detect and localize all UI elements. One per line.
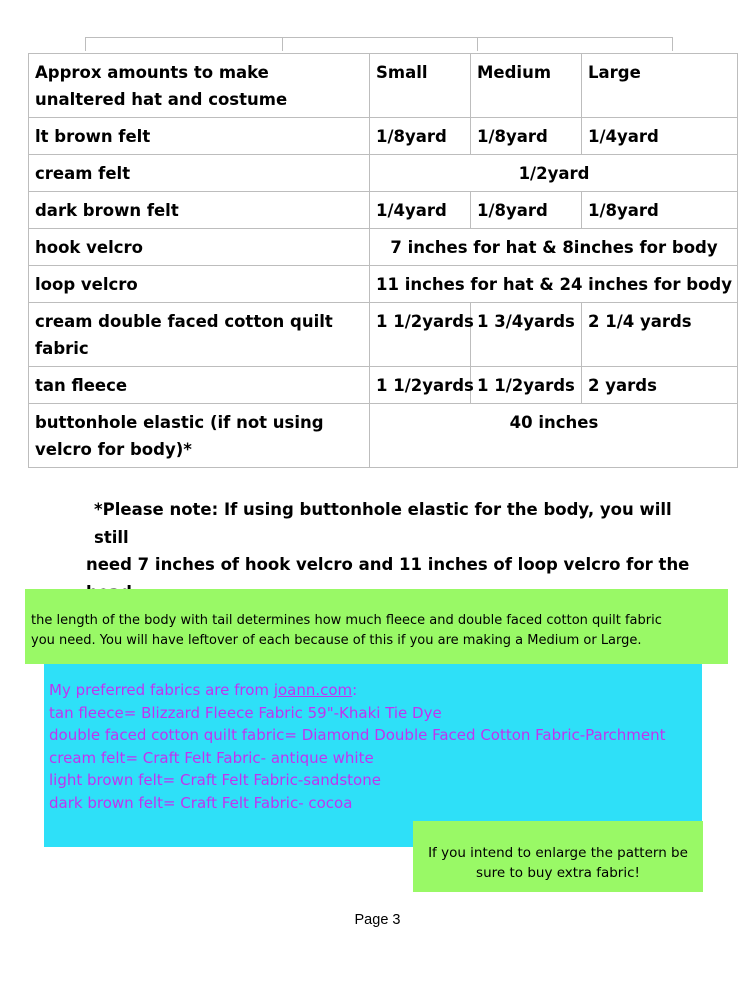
note-line: *Please note: If using buttonhole elastic for the body, you will still bbox=[94, 500, 672, 547]
table-row bbox=[29, 192, 738, 229]
preferred-fabrics-box bbox=[44, 664, 702, 847]
row-medium: 1/8yard bbox=[471, 118, 582, 155]
fabric-item: light brown felt= Craft Felt Fabric-sandstone bbox=[49, 771, 381, 789]
fabric-item: double faced cotton quilt fabric= Diamond Double Faced Cotton Fabric-Parchment bbox=[49, 726, 666, 744]
row-large: 1/8yard bbox=[582, 192, 738, 229]
row-item: dark brown felt bbox=[29, 192, 370, 229]
row-medium: 1 1/2yards bbox=[471, 367, 582, 404]
enlarge-line: sure to buy extra fabric! bbox=[476, 865, 640, 881]
joann-link[interactable]: joann.com bbox=[273, 681, 353, 699]
row-item: hook velcro bbox=[29, 229, 370, 266]
table-row bbox=[29, 367, 738, 404]
table-row bbox=[29, 229, 738, 266]
note-line: need 7 inches of hook velcro and 11 inches of loop velcro for the bbox=[86, 555, 690, 574]
header-large: Large bbox=[582, 54, 738, 118]
table-row bbox=[29, 266, 738, 303]
row-large: 2 1/4 yards bbox=[582, 303, 738, 367]
enlarge-pattern-callout bbox=[413, 821, 703, 892]
header-small: Small bbox=[370, 54, 471, 118]
row-medium: 1/8yard bbox=[471, 192, 582, 229]
fabric-item: dark brown felt= Craft Felt Fabric- cocoa bbox=[49, 793, 353, 812]
callout-line: you need. You will have leftover of each because of this if you are making a Medium or Large. bbox=[31, 633, 642, 648]
table-row bbox=[29, 303, 738, 367]
row-all-sizes: 1/2yard bbox=[370, 155, 738, 192]
table-header-row bbox=[29, 54, 738, 118]
callout-line: the length of the body with tail determines how much fleece and double faced cotton quilt fabric bbox=[31, 613, 662, 628]
row-item: lt brown felt bbox=[29, 118, 370, 155]
fabric-item: cream felt= Craft Felt Fabric- antique white bbox=[49, 748, 374, 767]
row-small: 1/8yard bbox=[370, 118, 471, 155]
page-number: Page 3 bbox=[354, 912, 401, 928]
row-all-sizes: 7 inches for hat & 8inches for body bbox=[370, 229, 738, 266]
row-small: 1 1/2yards bbox=[370, 367, 471, 404]
row-item: tan fleece bbox=[29, 367, 370, 404]
fabric-item: tan fleece= Blizzard Fleece Fabric 59"-Khaki Tie Dye bbox=[49, 703, 442, 722]
table-row bbox=[29, 155, 738, 192]
body-length-callout bbox=[25, 589, 728, 664]
header-medium: Medium bbox=[471, 54, 582, 118]
enlarge-line: If you intend to enlarge the pattern be bbox=[428, 845, 688, 861]
row-item: loop velcro bbox=[29, 266, 370, 303]
header-item: Approx amounts to make unaltered hat and costume bbox=[29, 54, 370, 118]
previous-table-edge bbox=[85, 37, 673, 51]
fabric-amounts-table bbox=[28, 53, 738, 468]
row-large: 2 yards bbox=[582, 367, 738, 404]
row-all-sizes: 40 inches bbox=[370, 404, 738, 468]
fabrics-intro-colon: : bbox=[352, 681, 358, 699]
row-large: 1/4yard bbox=[582, 118, 738, 155]
row-item: cream felt bbox=[29, 155, 370, 192]
row-medium: 1 3/4yards bbox=[471, 303, 582, 367]
row-small: 1 1/2yards bbox=[370, 303, 471, 367]
fabrics-intro-text: My preferred fabrics are from bbox=[49, 681, 274, 699]
row-item: cream double faced cotton quilt fabric bbox=[29, 303, 370, 367]
fabrics-intro bbox=[49, 679, 698, 702]
table-row bbox=[29, 118, 738, 155]
row-item: buttonhole elastic (if not using velcro for body)* bbox=[29, 404, 370, 468]
row-small: 1/4yard bbox=[370, 192, 471, 229]
row-all-sizes: 11 inches for hat & 24 inches for body bbox=[370, 266, 738, 303]
table-row bbox=[29, 404, 738, 468]
